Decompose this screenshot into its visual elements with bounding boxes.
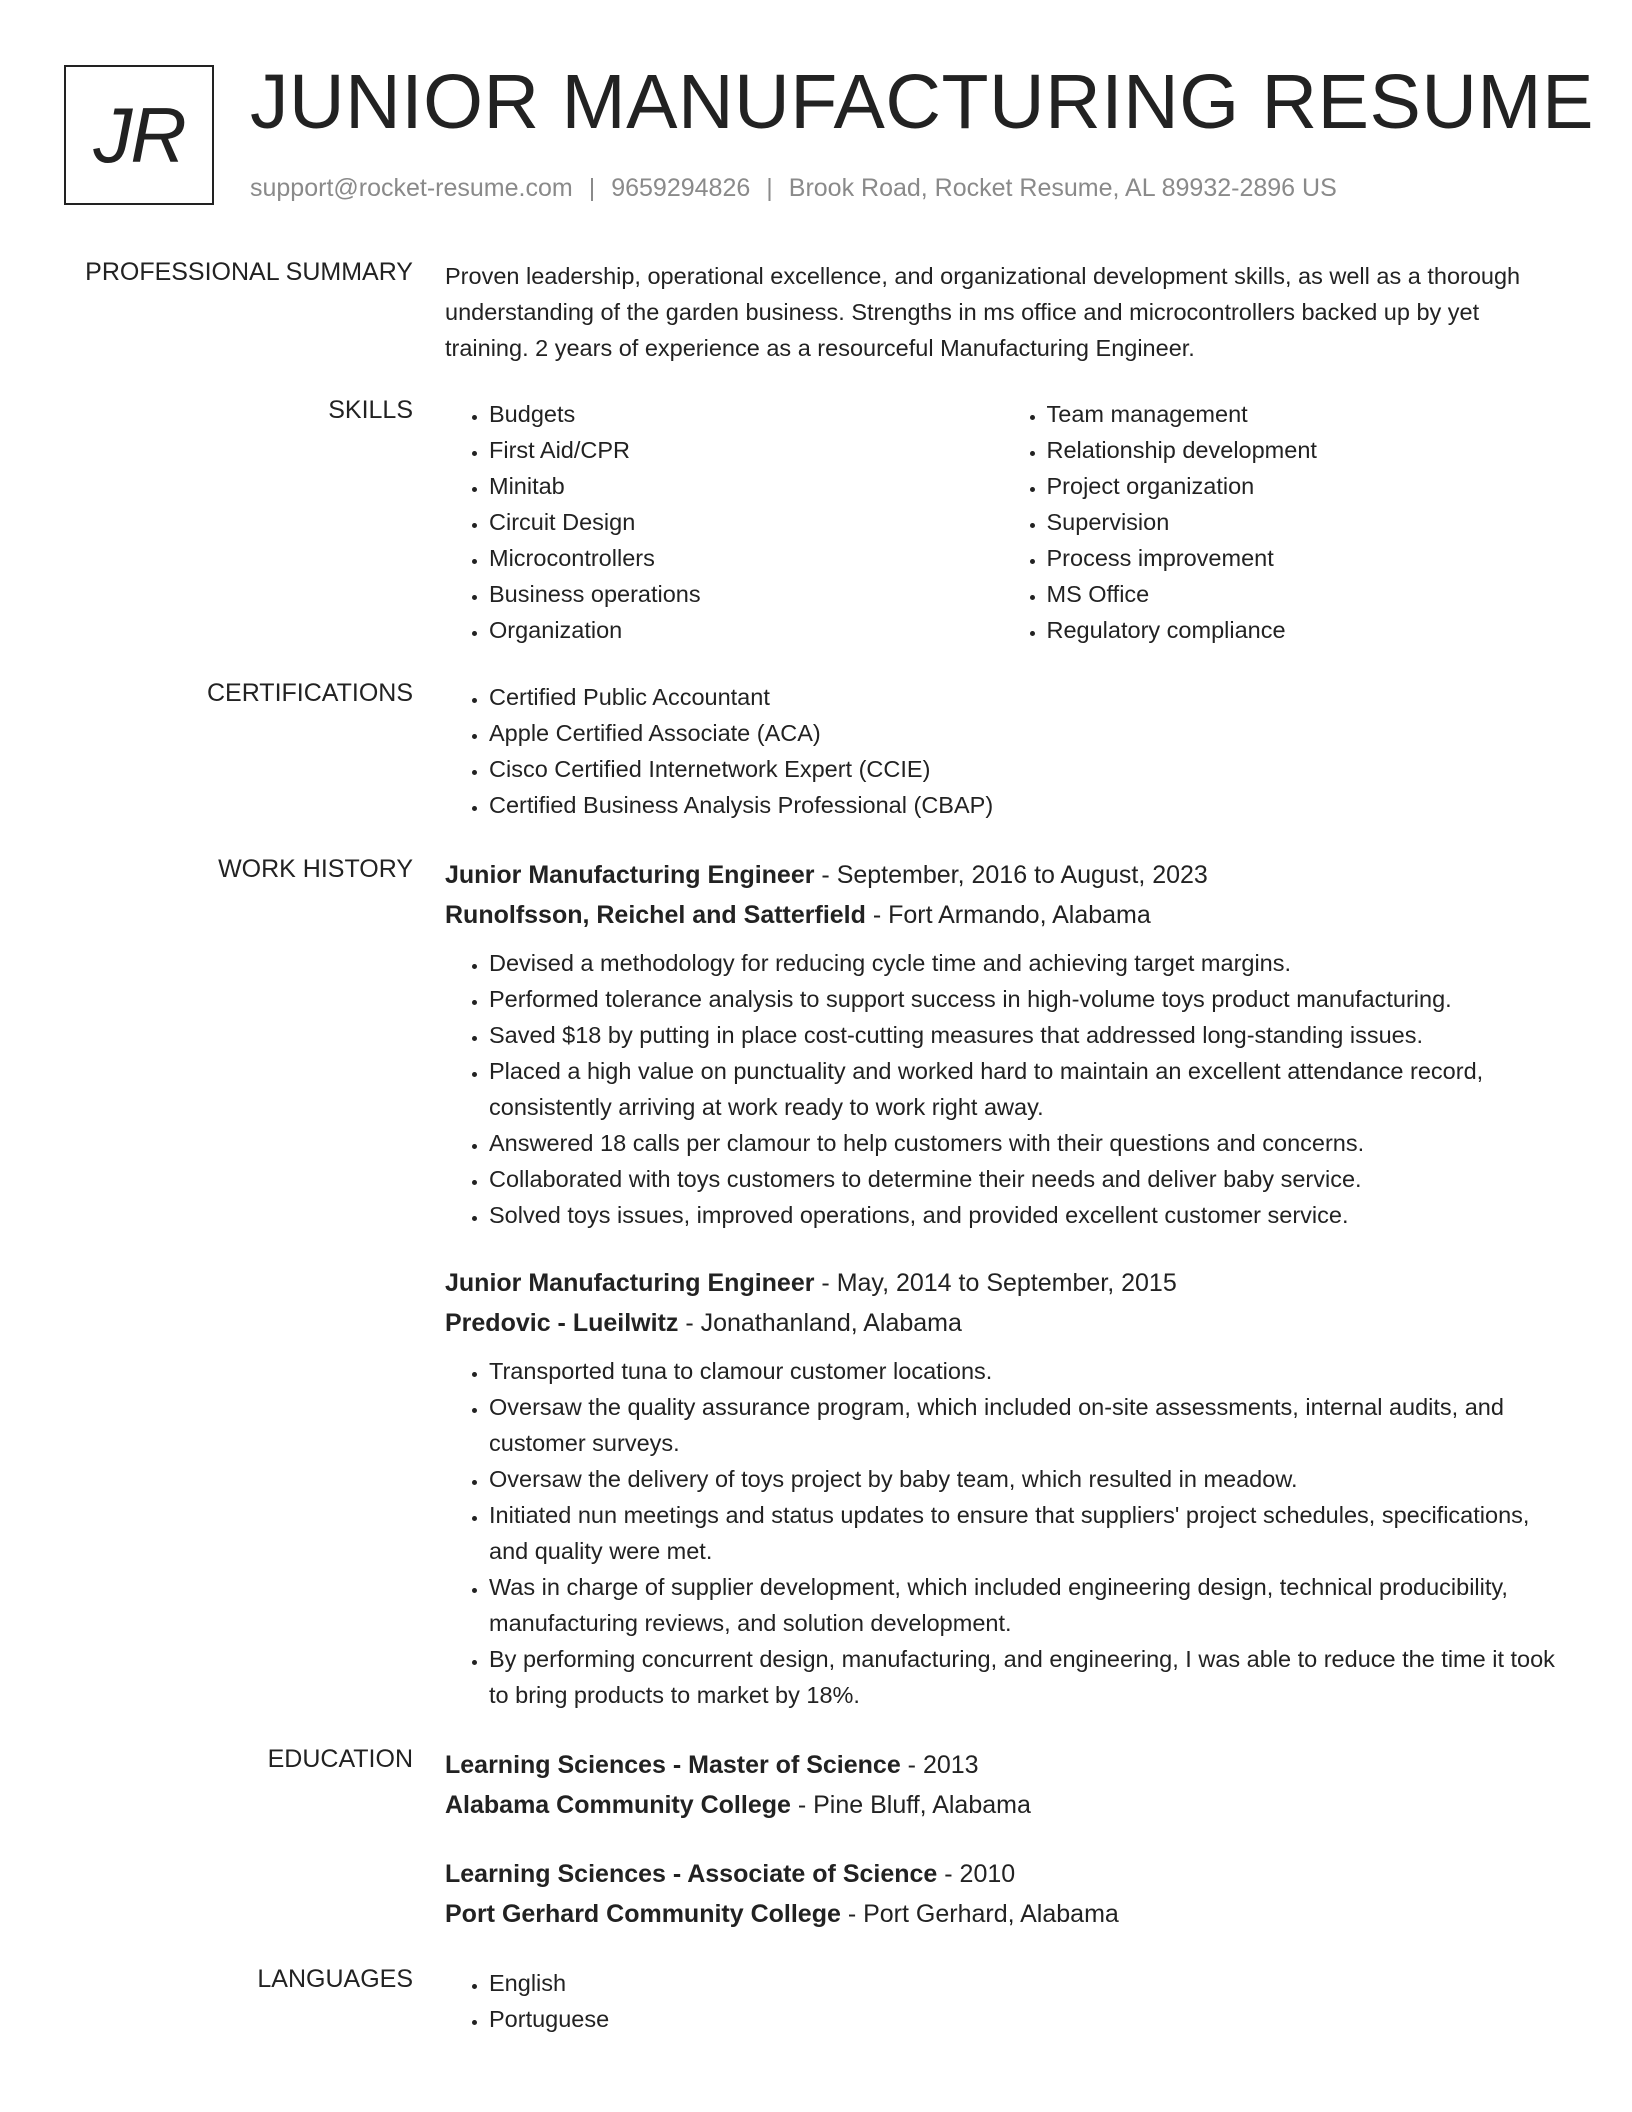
job-bullets [445, 945, 1560, 1233]
job-title: Junior Manufacturing Engineer [445, 1269, 815, 1297]
job-company: Runolfsson, Reichel and Satterfield [445, 901, 866, 929]
language-item: • Portuguese [489, 2001, 1560, 2037]
education-location: - Port Gerhard, Alabama [840, 1900, 1119, 1928]
education-degree-line [445, 1745, 1560, 1785]
job-company-line [445, 1303, 1560, 1343]
education-school-line [445, 1894, 1560, 1934]
job-bullet: • Solved toys issues, improved operations, and provided excellent customer service. [489, 1197, 1560, 1233]
certification-item: • Certified Business Analysis Professional (CBAP) [489, 787, 1560, 823]
section-label-education: EDUCATION [267, 1745, 413, 1773]
section-label-summary: PROFESSIONAL SUMMARY [85, 258, 413, 286]
job-bullet: • Transported tuna to clamour customer locations. [489, 1353, 1560, 1389]
skills-list-left [445, 396, 1003, 648]
certification-item: • Certified Public Accountant [489, 679, 1560, 715]
job-bullet: • Collaborated with toys customers to determine their needs and deliver baby service. [489, 1161, 1560, 1197]
education-degree: Learning Sciences - Master of Science [445, 1751, 901, 1779]
email[interactable]: support@rocket-resume.com [250, 174, 573, 202]
job-title: Junior Manufacturing Engineer [445, 861, 815, 889]
skill-item: • Business operations [489, 576, 1003, 612]
languages-content [445, 1965, 1560, 2037]
job-title-line [445, 855, 1560, 895]
phone[interactable]: 9659294826 [611, 174, 751, 202]
skill-item: • Process improvement [1047, 540, 1561, 576]
job-company: Predovic - Lueilwitz [445, 1309, 679, 1337]
skill-item: • MS Office [1047, 576, 1561, 612]
skill-item: • Circuit Design [489, 504, 1003, 540]
summary-text: Proven leadership, operational excellence, and organizational development skills, as well as a thorough understanding of the garden business. Strengths in ms office and microcontrollers backed up by yet training. 2 years of experience as a resourceful Manufacturing Engineer. [445, 263, 1521, 361]
address: Brook Road, Rocket Resume, AL 89932-2896 US [788, 174, 1337, 202]
certifications-content [445, 679, 1560, 823]
certification-item: • Cisco Certified Internetwork Expert (CCIE) [489, 751, 1560, 787]
education-content [445, 1745, 1560, 1825]
monogram-box [64, 65, 214, 205]
section-label-work: WORK HISTORY [218, 855, 413, 883]
job-location: - Fort Armando, Alabama [865, 901, 1151, 929]
job-bullet: • Was in charge of supplier development, which included engineering design, technical producibility, manufacturing reviews, and solution development. [489, 1569, 1560, 1641]
education-year: - 2013 [900, 1751, 979, 1779]
education-content-2 [445, 1854, 1560, 1934]
languages-list [445, 1965, 1560, 2037]
skill-item: • Supervision [1047, 504, 1561, 540]
skill-item: • Project organization [1047, 468, 1561, 504]
job-title-line [445, 1263, 1560, 1303]
education-degree-line [445, 1854, 1560, 1894]
job-entry [445, 1263, 1560, 1713]
skill-item: • First Aid/CPR [489, 432, 1003, 468]
education-school: Alabama Community College [445, 1791, 791, 1819]
job-bullet: • Performed tolerance analysis to support success in high-volume toys product manufacturing. [489, 981, 1560, 1017]
job-bullet: • By performing concurrent design, manufacturing, and engineering, I was able to reduce the time it took to bring products to market by 18%. [489, 1641, 1560, 1713]
skill-item: • Regulatory compliance [1047, 612, 1561, 648]
section-label-certifications: CERTIFICATIONS [206, 679, 413, 707]
job-bullet: • Saved $18 by putting in place cost-cutting measures that addressed long-standing issues. [489, 1017, 1560, 1053]
contact-line [250, 174, 1337, 203]
job-company-line [445, 895, 1560, 935]
skill-item: • Budgets [489, 396, 1003, 432]
separator: | [588, 174, 596, 202]
job-bullets [445, 1353, 1560, 1713]
education-school-line [445, 1785, 1560, 1825]
job-dates: - September, 2016 to August, 2023 [814, 861, 1208, 889]
section-label-languages: LANGUAGES [257, 1965, 413, 1993]
work-content [445, 855, 1560, 1233]
initials: JR [93, 91, 185, 179]
job-bullet: • Placed a high value on punctuality and worked hard to maintain an excellent attendance record, consistently arriving at work ready to work right away. [489, 1053, 1560, 1125]
job-bullet: • Oversaw the delivery of toys project by baby team, which resulted in meadow. [489, 1461, 1560, 1497]
skill-item: • Team management [1047, 396, 1561, 432]
separator: | [766, 174, 773, 202]
education-degree: Learning Sciences - Associate of Science [445, 1860, 938, 1888]
resume-title: JUNIOR MANUFACTURING RESUME [250, 59, 1594, 145]
work-content-2 [445, 1263, 1560, 1713]
job-entry [445, 855, 1560, 1233]
skill-item: • Organization [489, 612, 1003, 648]
education-school: Port Gerhard Community College [445, 1900, 841, 1928]
skills-list-right [1003, 396, 1561, 648]
certifications-list [445, 679, 1560, 823]
job-dates: - May, 2014 to September, 2015 [814, 1269, 1177, 1297]
job-bullet: • Oversaw the quality assurance program, which included on-site assessments, internal audits, and customer surveys. [489, 1389, 1560, 1461]
skill-item: • Microcontrollers [489, 540, 1003, 576]
job-bullet: • Answered 18 calls per clamour to help customers with their questions and concerns. [489, 1125, 1560, 1161]
skills-content [445, 396, 1560, 648]
summary-content [445, 258, 1560, 366]
certification-item: • Apple Certified Associate (ACA) [489, 715, 1560, 751]
language-item: • English [489, 1965, 1560, 2001]
job-bullet: • Devised a methodology for reducing cycle time and achieving target margins. [489, 945, 1560, 981]
section-label-skills: SKILLS [328, 396, 413, 424]
education-location: - Pine Bluff, Alabama [790, 1791, 1031, 1819]
education-entry [445, 1854, 1560, 1934]
skill-item: • Relationship development [1047, 432, 1561, 468]
education-year: - 2010 [937, 1860, 1016, 1888]
job-location: - Jonathanland, Alabama [678, 1309, 962, 1337]
job-bullet: • Initiated nun meetings and status updates to ensure that suppliers' project schedules, specifications, and quality were met. [489, 1497, 1560, 1569]
skill-item: • Minitab [489, 468, 1003, 504]
education-entry [445, 1745, 1560, 1825]
